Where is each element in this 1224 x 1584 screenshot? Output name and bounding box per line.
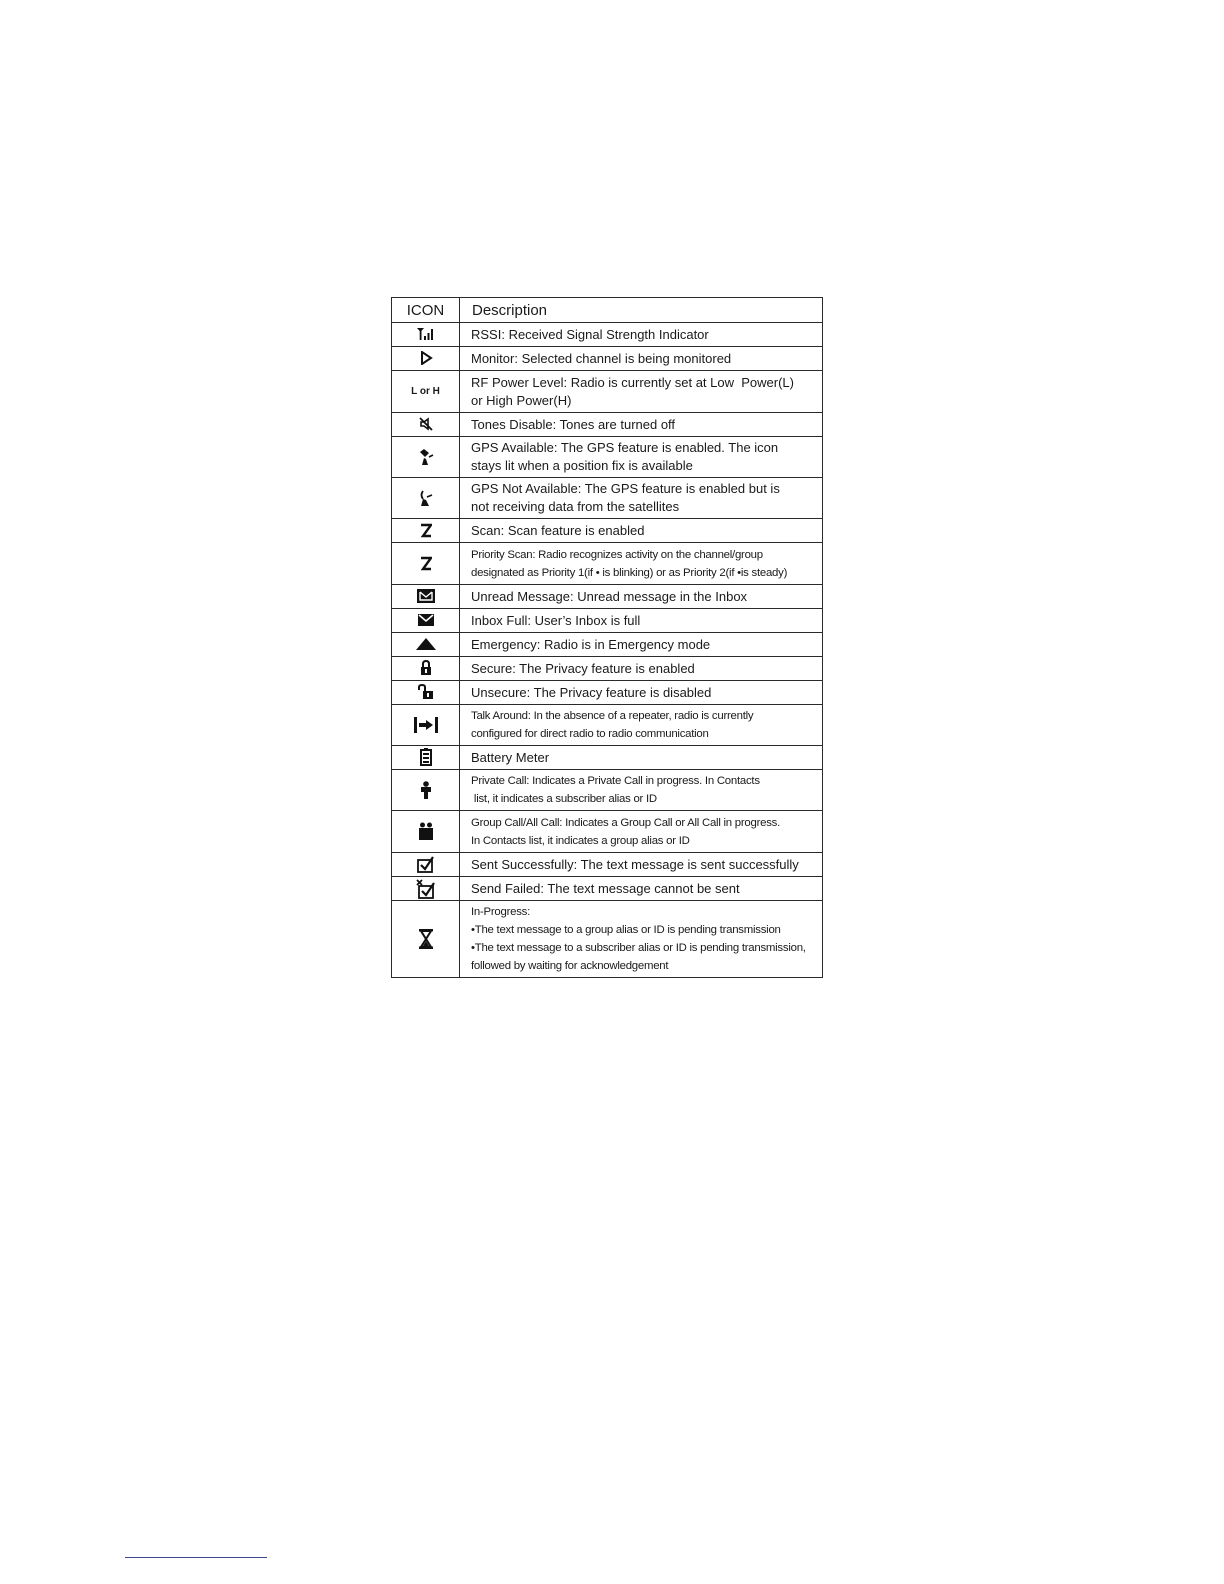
- send-failed-icon: [416, 879, 436, 899]
- monitor-icon: [419, 351, 433, 365]
- row-description: RSSI: Received Signal Strength Indicator: [460, 323, 823, 347]
- table-row: [392, 877, 823, 901]
- unread-message-icon: [417, 589, 435, 603]
- row-description: Priority Scan: Radio recognizes activity on the channel/group designated as Priority 1(if • is blinking) or as Priority 2(if •is steady): [460, 543, 823, 585]
- row-description: Unread Message: Unread message in the Inbox: [460, 585, 823, 609]
- gps-available-icon: [418, 448, 434, 466]
- table-row: [392, 585, 823, 609]
- footnote-separator-line: [125, 1557, 267, 1558]
- table-row: [392, 323, 823, 347]
- table-row: [392, 543, 823, 585]
- table-row: [392, 681, 823, 705]
- table-row: [392, 437, 823, 478]
- table-row: [392, 371, 823, 413]
- row-description: Private Call: Indicates a Private Call in progress. In Contacts list, it indicates a subscriber alias or ID: [460, 770, 823, 811]
- table-row: [392, 853, 823, 877]
- row-description: Sent Successfully: The text message is sent successfully: [460, 853, 823, 877]
- gps-not-available-icon: [418, 489, 434, 507]
- row-description: RF Power Level: Radio is currently set at Low Power(L) or High Power(H): [460, 371, 823, 413]
- table-row: [392, 705, 823, 746]
- table-row: [392, 347, 823, 371]
- row-description: Secure: The Privacy feature is enabled: [460, 657, 823, 681]
- row-description: GPS Available: The GPS feature is enabled. The icon stays lit when a position fix is available: [460, 437, 823, 478]
- emergency-icon: [416, 638, 436, 650]
- row-description: GPS Not Available: The GPS feature is enabled but is not receiving data from the satellites: [460, 478, 823, 519]
- in-progress-hourglass-icon: [419, 929, 433, 949]
- row-description: Tones Disable: Tones are turned off: [460, 413, 823, 437]
- power-level-text: L or H: [411, 385, 440, 397]
- table-row: [392, 901, 823, 978]
- description-column-header: Description: [460, 298, 823, 323]
- row-description: Group Call/All Call: Indicates a Group Call or All Call in progress. In Contacts list, it indicates a group alias or ID: [460, 811, 823, 853]
- signal-strength-icon: [416, 327, 436, 341]
- scan-icon: [420, 523, 432, 538]
- table-row: [392, 657, 823, 681]
- row-description: Battery Meter: [460, 746, 823, 770]
- tones-disabled-icon: [418, 417, 434, 431]
- row-description: Monitor: Selected channel is being monitored: [460, 347, 823, 371]
- table-row: [392, 746, 823, 770]
- inbox-full-icon: [418, 614, 434, 626]
- private-call-icon: [420, 781, 432, 799]
- power-level-icon: [411, 386, 440, 397]
- table-row: [392, 633, 823, 657]
- table-row: [392, 519, 823, 543]
- table-row: [392, 478, 823, 519]
- row-description: Inbox Full: User’s Inbox is full: [460, 609, 823, 633]
- icon-column-header: ICON: [392, 298, 460, 323]
- unsecure-lock-icon: [418, 684, 434, 700]
- icon-description-table: [391, 297, 823, 978]
- row-description: Scan: Scan feature is enabled: [460, 519, 823, 543]
- table-row: [392, 413, 823, 437]
- battery-meter-icon: [420, 748, 432, 766]
- row-description: Send Failed: The text message cannot be sent: [460, 877, 823, 901]
- row-description: Talk Around: In the absence of a repeater, radio is currently configured for direct radio to radio communication: [460, 705, 823, 746]
- talk-around-icon: [414, 717, 438, 733]
- row-description: Unsecure: The Privacy feature is disabled: [460, 681, 823, 705]
- table-header-row: [392, 298, 823, 323]
- row-description: Emergency: Radio is in Emergency mode: [460, 633, 823, 657]
- sent-successfully-icon: [417, 855, 435, 873]
- table-row: [392, 811, 823, 853]
- secure-lock-icon: [420, 660, 432, 676]
- group-call-icon: [418, 822, 434, 840]
- table-row: [392, 609, 823, 633]
- row-description: In-Progress: •The text message to a group alias or ID is pending transmission •The text message to a subscriber alias or ID is pending transmission, followed by waiting for acknowledgement: [460, 901, 823, 978]
- table-row: [392, 770, 823, 811]
- priority-scan-icon: [420, 556, 432, 571]
